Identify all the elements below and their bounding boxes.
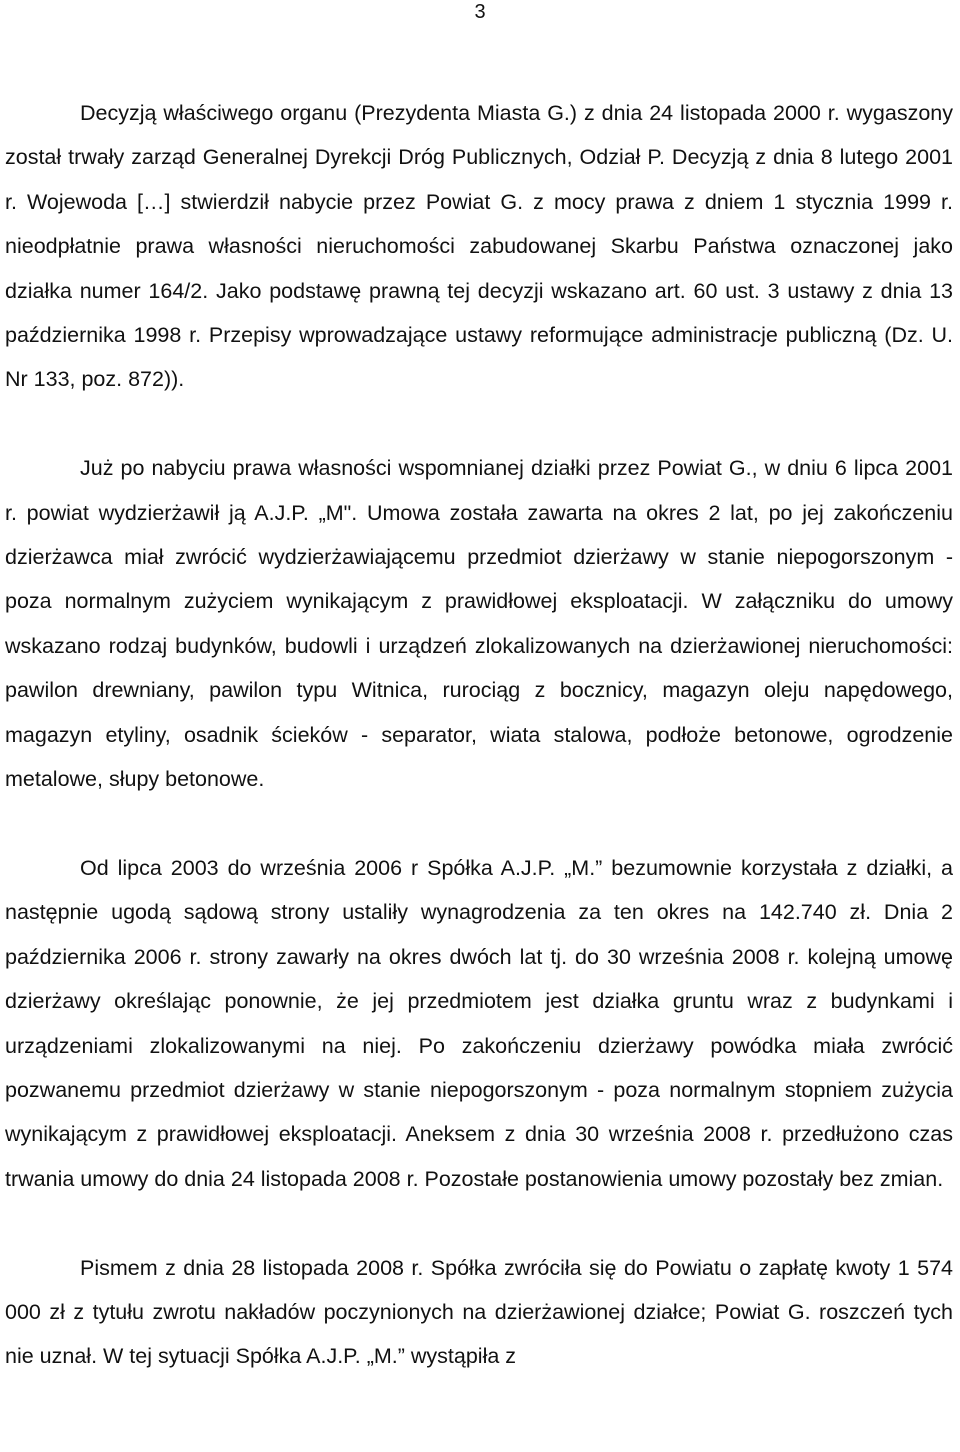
paragraph-3: Od lipca 2003 do września 2006 r Spółka A.J.P. „M.” bezumownie korzystała z działki, a następnie ugodą sądową strony ustaliły wynagrodzenia za ten okres na 142.740 zł. Dnia 2 października 2006 r. strony zawarły na okres dwóch lat tj. do 30 września 2008 r. kolejną umowę dzierżawy określając ponownie, że jej przedmiotem jest działka gruntu wraz z budynkami i urządzeniami zlokalizowanymi na niej. Po zakończeniu dzierżawy powódka miała zwrócić pozwanemu przedmiot dzierżawy w stanie niepogorszonym - poza normalnym stopniem zużycia wynikającym z prawidłowej eksploatacji. Aneksem z dnia 30 września 2008 r. przedłużono czas trwania umowy do dnia 24 listopada 2008 r. Pozostałe postanowienia umowy pozostały bez zmian.: [5, 855, 953, 1191]
paragraph-2: Już po nabyciu prawa własności wspomnianej działki przez Powiat G., w dniu 6 lipca 2001 r. powiat wydzierżawił ją A.J.P. „M". Umowa została zawarta na okres 2 lat, po jej zakończeniu dzierżawca miał zwrócić wydzierżawiającemu przedmiot dzierżawy w stanie niepogorszonym - poza normalnym zużyciem wynikającym z prawidłowej eksploatacji. W załączniku do umowy wskazano rodzaj budynków, budowli i urządzeń zlokalizowanych na dzierżawionej nieruchomości: pawilon drewniany, pawilon typu Witnica, rurociąg z bocznicy, magazyn oleju napędowego, magazyn etyliny, osadnik ścieków - separator, wiata stalowa, podłoże betonowe, ogrodzenie metalowe, słupy betonowe.: [5, 456, 953, 792]
page-number: 3: [474, 1, 486, 23]
document-body: [5, 91, 953, 1379]
paragraph-1: Decyzją właściwego organu (Prezydenta Miasta G.) z dnia 24 listopada 2000 r. wygaszony został trwały zarząd Generalnej Dyrekcji Dróg Publicznych, Odział P. Decyzją z dnia 8 lutego 2001 r. Wojewoda […] stwierdził nabycie przez Powiat G. z mocy prawa z dniem 1 stycznia 1999 r. nieodpłatnie prawa własności nieruchomości zabudowanej Skarbu Państwa oznaczonej jako działka numer 164/2. Jako podstawę prawną tej decyzji wskazano art. 60 ust. 3 ustawy z dnia 13 października 1998 r. Przepisy wprowadzające ustawy reformujące administracje publiczną (Dz. U. Nr 133, poz. 872)).: [5, 101, 953, 392]
paragraph-4: Pismem z dnia 28 listopada 2008 r. Spółka zwróciła się do Powiatu o zapłatę kwoty 1 574 000 zł z tytułu zwrotu nakładów poczynionych na dzierżawionej działce; Powiat G. roszczeń tych nie uznał. W tej sytuacji Spółka A.J.P. „M.” wystąpiła z: [5, 1255, 953, 1369]
